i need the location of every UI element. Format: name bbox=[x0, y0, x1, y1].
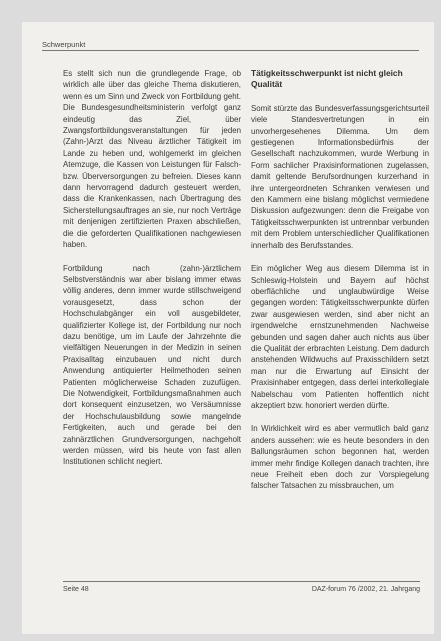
footer-rule bbox=[63, 581, 420, 582]
section-header: Schwerpunkt bbox=[42, 40, 86, 49]
paragraph: Es stellt sich nun die grundlegende Frage, ob wirklich alle über das gleiche Thema diskutieren, wenn es um Sinn und Zweck von Fortbildung geht. Die Bundesgesundheitsministerin verfolgt ganz eindeutig das Ziel, über Zwangsfortbildungsveranstaltungen für jeden (Zahn-)Arzt das Niveau ärztlicher Tätigkeit im Lande zu heben und, wohlgemerkt im gleichen Atemzuge, die Kassen von Leistungen für Falsch- bzw. Überversorgungen zu befreien. Dieses kann dann hervorragend dadurch gesteuert werden, dass die Krankenkassen, nach Übertragung des Sicherstellungsauftrages an sie, nur noch Verträge mit denjenigen zertifizierten Praxen abschließen, die die geforderten Qualifikationen nachgewiesen haben. bbox=[63, 69, 241, 250]
paragraph: Somit stürzte das Bundesverfassungsgerichtsurteil viele Standesvertretungen in ein unvorhergesehenes Dilemma. Um dem gestiegenen Informationsbedürfnis der Gesellschaft nachzukommen, wurde Werbung in Form sachlicher Praxisinformationen zugelassen, damit geltende Berufsordnungen kurzerhand in ihre untergeordneten Schranken verwiesen und den Kammern eine bislang möglichst vermiedene Diskussion aufgezwungen: denn die Freigabe von Tätigkeitsschwerpunkten ist untrennbar verbunden mit dem Problem unterschiedlicher Qualifikationen innerhalb des Berufsstandes. bbox=[251, 103, 429, 250]
right-column bbox=[251, 68, 429, 504]
left-column bbox=[63, 68, 241, 480]
paragraph: Ein möglicher Weg aus diesem Dilemma ist in Schleswig-Holstein und Bayern auf höchst oberflächliche und unglaubwürdige Weise gegangen worden: Tätigkeitsschwerpunkte dürfen zwar ausgewiesen werden, sind aber nicht an irgendwelche ernstzunehmenden Nachweise gebunden und sagen daher auch nichts aus über die Qualität der erbrachten Leistung. Dem dadurch anstehenden Wildwuchs auf Praxisschildern setzt man nur die Erwartung auf Einsicht der Praxisinhaber entgegen, dass derlei interkollegiale Nabelschau vom Patienten hoffentlich nicht akzeptiert bzw. honoriert werden dürfte. bbox=[251, 264, 429, 410]
paragraph: In Wirklichkeit wird es aber vermutlich bald ganz anders aussehen: wie es heute besonders in den Ballungsräumen schon begonnen hat, werden immer mehr findige Kollegen danach trachten, ihre neue Freiheit eben doch zur Vorspiegelung falscher Tatsachen zu missbrauchen, um bbox=[251, 424, 429, 491]
journal-info: DAZ-forum 76 /2002, 21. Jahrgang bbox=[311, 586, 420, 593]
header-rule bbox=[42, 50, 419, 51]
page-number: Seite 48 bbox=[63, 586, 89, 593]
section-heading: Tätigkeitsschwerpunkt ist nicht gleich Qualität bbox=[251, 68, 403, 90]
paragraph: Fortbildung nach (zahn-)ärztlichem Selbstverständnis war aber bislang immer etwas völlig anderes, denn immer wurde stillschweigend vorausgesetzt, dass schon der Hochschulabgänger ein voll ausgebildeter, qualifizierter Kollege ist, der Fortbildung nur noch dazu benötige, um im Laufe der Jahrzehnte die vielfältigen Neuerungen in der Medizin in seinen Praxisalltag einzubauen und nicht durch Anwendung antiquierter Heilmethoden seinen Patienten möglicherweise Schaden zuzufügen. Die Notwendigkeit, Fortbildungsmaßnahmen auch dort konsequent einzusetzen, wo Versäumnisse der Hochschulausbildung sowie mangelnde Fertigkeiten, auch und gerade bei den zahnärztlichen Grundversorgungen, nachgeholt werden müssen, wird bis heute von fast allen Institutionen schlicht negiert. bbox=[63, 263, 241, 467]
